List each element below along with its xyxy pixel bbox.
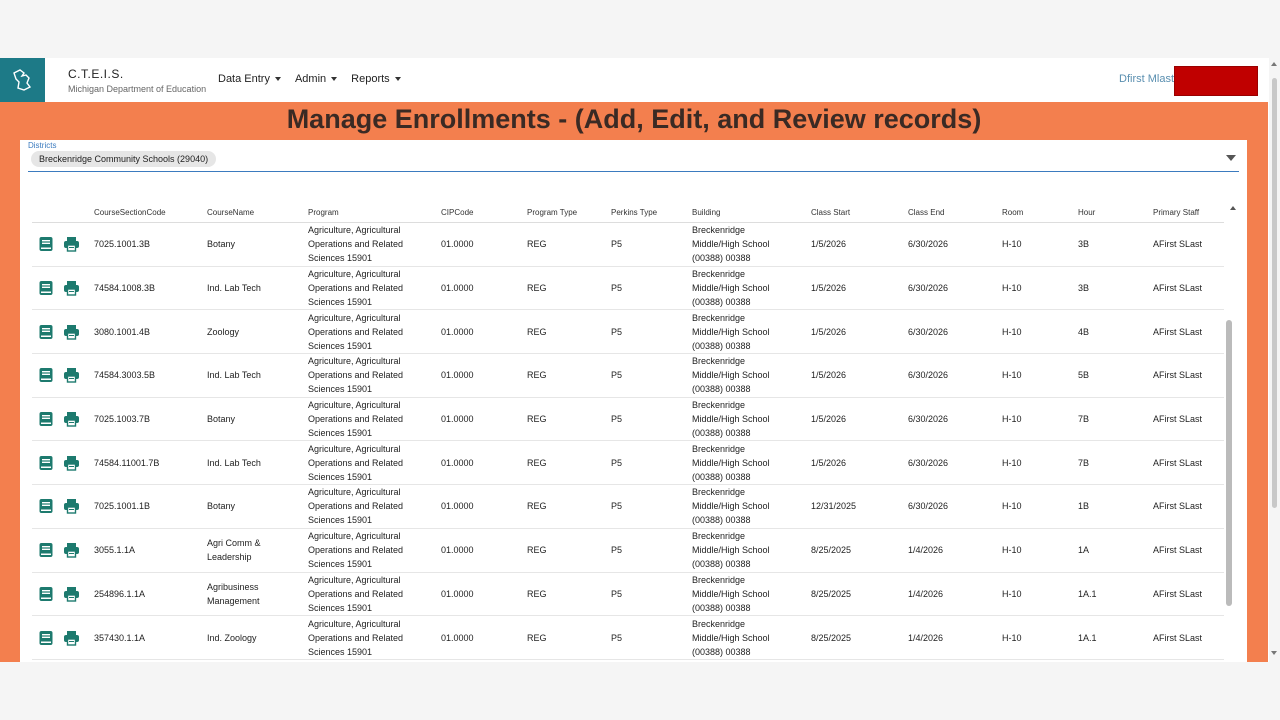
cell-program-type: REG [527, 239, 547, 250]
cell-primary-staff: AFirst SLast [1153, 326, 1203, 337]
table-body [32, 223, 1224, 674]
edit-record-icon[interactable] [38, 630, 54, 646]
cell-primary-staff: AFirst SLast [1153, 414, 1203, 425]
page-scrollbar-thumb[interactable] [1272, 78, 1277, 508]
cell-program: Agriculture, Agricultural Operations and Related Sciences 15901 [308, 574, 404, 613]
cell-class-end: 1/4/2026 [908, 632, 944, 643]
cell-course-section-code: 74584.11001.7B [94, 457, 160, 468]
scroll-up-icon[interactable] [1271, 62, 1277, 66]
col-class-start[interactable]: Class Start [811, 208, 851, 217]
cell-building: Breckenridge Middle/High School (00388) 00388 [692, 531, 770, 570]
table-row[interactable] [32, 616, 1224, 660]
cell-cip-code: 01.0000 [441, 370, 474, 381]
print-icon[interactable] [63, 630, 79, 646]
table-row[interactable] [32, 223, 1224, 267]
cell-class-start: 1/5/2026 [811, 326, 847, 337]
table-row[interactable] [32, 398, 1224, 442]
cell-perkins-type: P5 [611, 326, 623, 337]
cell-program-type: REG [527, 501, 547, 512]
col-building[interactable]: Building [692, 208, 721, 217]
cell-perkins-type: P5 [611, 501, 623, 512]
cell-primary-staff: AFirst SLast [1153, 457, 1203, 468]
print-icon[interactable] [63, 455, 79, 471]
cell-course-name: Ind. Lab Tech [207, 283, 261, 294]
cell-cip-code: 01.0000 [441, 239, 474, 250]
print-icon[interactable] [63, 498, 79, 514]
cell-program-type: REG [527, 545, 547, 556]
cell-program: Agriculture, Agricultural Operations and Related Sciences 15901 [308, 443, 404, 482]
cell-primary-staff: AFirst SLast [1153, 239, 1203, 250]
cell-hour: 4B [1078, 326, 1090, 337]
enrollments-table [32, 200, 1224, 674]
table-row[interactable] [32, 573, 1224, 617]
cell-program-type: REG [527, 632, 547, 643]
print-icon[interactable] [63, 236, 79, 252]
cell-program: Agriculture, Agricultural Operations and Related Sciences 15901 [308, 531, 404, 570]
districts-select-underline [28, 171, 1239, 172]
main-nav [218, 73, 401, 85]
cell-program: Agriculture, Agricultural Operations and Related Sciences 15901 [308, 225, 404, 264]
cell-hour: 1A.1 [1078, 632, 1097, 643]
cell-primary-staff: AFirst SLast [1153, 370, 1203, 381]
cell-perkins-type: P5 [611, 283, 623, 294]
cell-cip-code: 01.0000 [441, 545, 474, 556]
table-row[interactable] [32, 267, 1224, 311]
cell-room: H-10 [1002, 239, 1022, 250]
cell-program: Agriculture, Agricultural Operations and Related Sciences 15901 [308, 269, 404, 308]
michigan-logo[interactable] [0, 58, 45, 102]
cell-class-end: 6/30/2026 [908, 501, 949, 512]
cell-course-section-code: 3055.1.1A [94, 545, 136, 556]
cell-course-section-code: 7025.1001.1B [94, 501, 151, 512]
cell-hour: 1A [1078, 545, 1090, 556]
cell-course-name: Botany [207, 501, 236, 512]
cell-course-section-code: 7025.1003.7B [94, 414, 151, 425]
cell-cip-code: 01.0000 [441, 326, 474, 337]
col-cip-code[interactable]: CIPCode [441, 208, 474, 217]
col-perkins-type[interactable]: Perkins Type [611, 208, 658, 217]
browser-bottom-margin [0, 662, 1280, 720]
cell-hour: 5B [1078, 370, 1090, 381]
edit-record-icon[interactable] [38, 367, 54, 383]
table-row[interactable] [32, 441, 1224, 485]
cell-course-name: Ind. Zoology [207, 632, 257, 643]
page-scrollbar[interactable] [1269, 58, 1280, 662]
cell-room: H-10 [1002, 545, 1022, 556]
table-row[interactable] [32, 485, 1224, 529]
print-icon[interactable] [63, 586, 79, 602]
table-row[interactable] [32, 354, 1224, 398]
cell-room: H-10 [1002, 632, 1022, 643]
cell-building: Breckenridge Middle/High School (00388) 00388 [692, 225, 770, 264]
cell-primary-staff: AFirst SLast [1153, 545, 1203, 556]
table-header [32, 200, 1224, 223]
cell-class-start: 1/5/2026 [811, 457, 847, 468]
print-icon[interactable] [63, 411, 79, 427]
logout-button[interactable]: Log off [1174, 66, 1258, 96]
cell-class-start: 1/5/2026 [811, 370, 847, 381]
cell-perkins-type: P5 [611, 457, 623, 468]
cell-room: H-10 [1002, 283, 1022, 294]
sort-up-icon[interactable] [1230, 206, 1236, 210]
cell-program: Agriculture, Agricultural Operations and Related Sciences 15901 [308, 618, 404, 657]
cell-building: Breckenridge Middle/High School (00388) 00388 [692, 443, 770, 482]
cell-cip-code: 01.0000 [441, 283, 474, 294]
print-icon[interactable] [63, 367, 79, 383]
cell-class-end: 6/30/2026 [908, 414, 949, 425]
cell-course-section-code: 254896.1.1A [94, 588, 146, 599]
edit-record-icon[interactable] [38, 236, 54, 252]
edit-record-icon[interactable] [38, 542, 54, 558]
print-icon[interactable] [63, 542, 79, 558]
chevron-down-icon [331, 77, 337, 81]
brand-subtitle: Michigan Department of Education [68, 84, 207, 94]
table-row[interactable] [32, 529, 1224, 573]
cell-course-name: Agri Comm & Leadership [207, 538, 261, 563]
cell-building: Breckenridge Middle/High School (00388) 00388 [692, 618, 770, 657]
brand [68, 67, 206, 94]
cell-class-start: 8/25/2025 [811, 588, 852, 599]
chevron-down-icon [275, 77, 281, 81]
app-header [0, 58, 1268, 102]
cell-room: H-10 [1002, 414, 1022, 425]
cell-perkins-type: P5 [611, 545, 623, 556]
cell-hour: 3B [1078, 283, 1090, 294]
app-frame [0, 58, 1268, 662]
cell-program-type: REG [527, 588, 547, 599]
edit-record-icon[interactable] [38, 498, 54, 514]
district-chip[interactable]: Breckenridge Community Schools (29040) [31, 151, 216, 167]
cell-cip-code: 01.0000 [441, 501, 474, 512]
cell-hour: 3B [1078, 239, 1090, 250]
col-primary-staff[interactable]: Primary Staff [1153, 208, 1200, 217]
col-course-section-code[interactable]: CourseSectionCode [94, 208, 166, 217]
cell-class-end: 6/30/2026 [908, 283, 949, 294]
michigan-map-icon [10, 67, 36, 93]
cell-cip-code: 01.0000 [441, 414, 474, 425]
cell-perkins-type: P5 [611, 588, 623, 599]
cell-class-start: 1/5/2026 [811, 414, 847, 425]
cell-perkins-type: P5 [611, 632, 623, 643]
districts-label: Districts [28, 141, 57, 150]
cell-room: H-10 [1002, 457, 1022, 468]
nav-data-entry[interactable] [218, 73, 281, 85]
cell-course-name: Botany [207, 414, 236, 425]
table-row[interactable] [32, 310, 1224, 354]
cell-building: Breckenridge Middle/High School (00388) 00388 [692, 574, 770, 613]
cell-course-name: Ind. Lab Tech [207, 457, 261, 468]
cell-cip-code: 01.0000 [441, 632, 474, 643]
cell-building: Breckenridge Middle/High School (00388) 00388 [692, 269, 770, 308]
cell-hour: 1B [1078, 501, 1090, 512]
col-program[interactable]: Program [308, 208, 339, 217]
cell-perkins-type: P5 [611, 414, 623, 425]
cell-room: H-10 [1002, 370, 1022, 381]
cell-course-name: Zoology [207, 326, 240, 337]
col-program-type[interactable]: Program Type [527, 208, 578, 217]
scroll-down-icon[interactable] [1271, 651, 1277, 655]
cell-course-section-code: 3080.1001.4B [94, 326, 151, 337]
nav-label: Admin [294, 73, 327, 85]
cell-class-end: 1/4/2026 [908, 545, 944, 556]
cell-perkins-type: P5 [611, 239, 623, 250]
cell-building: Breckenridge Middle/High School (00388) 00388 [692, 356, 770, 395]
edit-record-icon[interactable] [38, 586, 54, 602]
cell-building: Breckenridge Middle/High School (00388) 00388 [692, 400, 770, 439]
dropdown-caret-icon[interactable] [1226, 155, 1236, 161]
cell-program-type: REG [527, 414, 547, 425]
edit-record-icon[interactable] [38, 324, 54, 340]
col-hour[interactable]: Hour [1078, 208, 1096, 217]
cell-program-type: REG [527, 457, 547, 468]
cell-class-start: 1/5/2026 [811, 239, 847, 250]
cell-program: Agriculture, Agricultural Operations and Related Sciences 15901 [308, 356, 404, 395]
cell-course-section-code: 74584.1008.3B [94, 283, 156, 294]
cell-program-type: REG [527, 283, 547, 294]
browser-top-margin [0, 0, 1280, 58]
cell-room: H-10 [1002, 501, 1022, 512]
cell-hour: 1A.1 [1078, 588, 1097, 599]
cell-hour: 7B [1078, 414, 1090, 425]
col-course-name[interactable]: CourseName [207, 208, 255, 217]
print-icon[interactable] [63, 324, 79, 340]
edit-record-icon[interactable] [38, 455, 54, 471]
cell-cip-code: 01.0000 [441, 588, 474, 599]
cell-class-end: 1/4/2026 [908, 588, 944, 599]
cell-hour: 7B [1078, 457, 1090, 468]
print-icon[interactable] [63, 280, 79, 296]
nav-admin[interactable] [295, 73, 337, 85]
cell-primary-staff: AFirst SLast [1153, 283, 1203, 294]
chevron-down-icon [395, 77, 401, 81]
cell-program: Agriculture, Agricultural Operations and Related Sciences 15901 [308, 487, 404, 526]
brand-title: C.T.E.I.S. [68, 67, 124, 81]
col-room[interactable]: Room [1002, 208, 1024, 217]
cell-room: H-10 [1002, 326, 1022, 337]
table-scrollbar[interactable] [1226, 320, 1232, 606]
cell-program-type: REG [527, 370, 547, 381]
edit-record-icon[interactable] [38, 280, 54, 296]
cell-cip-code: 01.0000 [441, 457, 474, 468]
cell-primary-staff: AFirst SLast [1153, 501, 1203, 512]
content-panel [20, 140, 1247, 662]
nav-label: Reports [351, 73, 390, 85]
cell-class-start: 1/5/2026 [811, 283, 847, 294]
cell-building: Breckenridge Middle/High School (00388) 00388 [692, 312, 770, 351]
cell-program: Agriculture, Agricultural Operations and Related Sciences 15901 [308, 312, 404, 351]
cell-course-name: Agribusiness Management [207, 581, 260, 606]
cell-course-name: Botany [207, 239, 236, 250]
page-title: Manage Enrollments - (Add, Edit, and Review records) [286, 104, 982, 134]
cell-course-section-code: 357430.1.1A [94, 632, 146, 643]
cell-class-end: 6/30/2026 [908, 239, 949, 250]
cell-class-start: 8/25/2025 [811, 632, 852, 643]
cell-class-end: 6/30/2026 [908, 326, 949, 337]
cell-class-end: 6/30/2026 [908, 457, 949, 468]
cell-class-end: 6/30/2026 [908, 370, 949, 381]
nav-reports[interactable] [351, 73, 401, 85]
nav-label: Data Entry [218, 73, 270, 85]
col-class-end[interactable]: Class End [908, 208, 945, 217]
cell-primary-staff: AFirst SLast [1153, 588, 1203, 599]
cell-course-section-code: 74584.3003.5B [94, 370, 156, 381]
cell-program-type: REG [527, 326, 547, 337]
cell-primary-staff: AFirst SLast [1153, 632, 1203, 643]
cell-class-start: 8/25/2025 [811, 545, 852, 556]
cell-course-section-code: 7025.1001.3B [94, 239, 151, 250]
cell-course-name: Ind. Lab Tech [207, 370, 261, 381]
cell-program: Agriculture, Agricultural Operations and Related Sciences 15901 [308, 400, 404, 439]
cell-building: Breckenridge Middle/High School (00388) 00388 [692, 487, 770, 526]
edit-record-icon[interactable] [38, 411, 54, 427]
user-name-link[interactable]: Dfirst Mlast [1119, 73, 1174, 85]
cell-class-start: 12/31/2025 [811, 501, 857, 512]
cell-room: H-10 [1002, 588, 1022, 599]
cell-perkins-type: P5 [611, 370, 623, 381]
